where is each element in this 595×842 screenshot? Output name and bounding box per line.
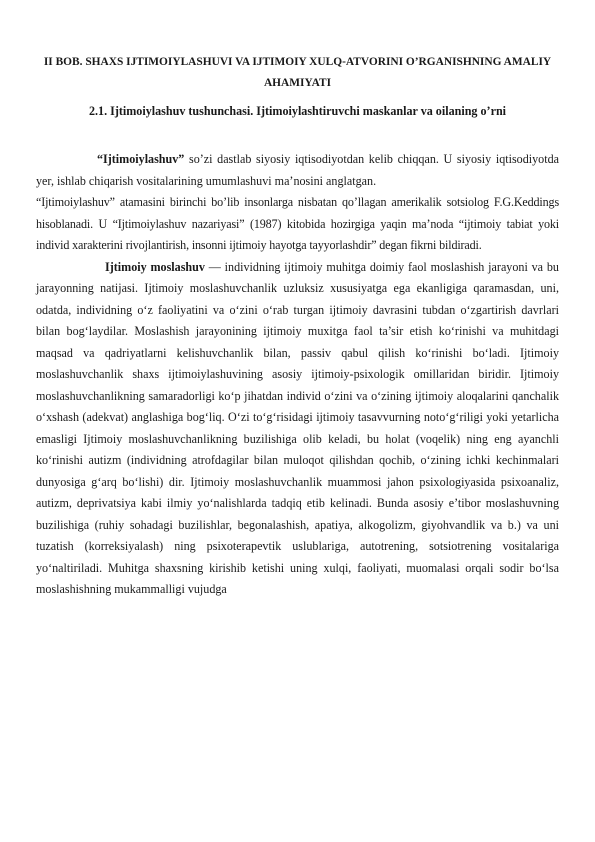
paragraph-3-term: Ijtimoiy moslashuv — [105, 259, 205, 274]
paragraph-keddings — [36, 192, 559, 257]
paragraph-social-adaptation — [36, 257, 559, 601]
paragraph-socialization-origin — [36, 149, 559, 192]
paragraph-1-text: so’zi dastlab siyosiy iqtisodiyotdan kelib chiqqan. U siyosiy iqtisodiyotda yer, ishlab chiqarish vositalarining umumlashuvi ma’nosini anglatgan. — [36, 152, 559, 188]
paragraph-3-text: — individning ijtimoiy muhitga doimiy faol moslashish jarayoni va bu jarayonning natijasi. Ijtimoiy moslashuvchanlik uzluksiz xususiyatga ega ekanligiga qaramasdan, uni, odatda, individning o‘z faoliyatini va o‘zini o‘rab turgan ijtimoiy davrasini tubdan o‘zgartirish davrlari bilan bog‘laydilar. Moslashish jarayonining ijtimoiy muxitga faol ta’sir etish ko‘rinishi va muhitdagi maqsad va qadriyatlarni kelishuvchanlik bilan, passiv qabul qilish ko‘rinishi bo‘ladi. Ijtimoiy moslashuvchanlik shaxs ijtimoiylashuvining asosiy ijtimoiy-psixologik omillaridan biridir. Ijtimoiy moslashuvchanlikning samaradorligi ko‘p jihatdan individ o‘zini va o‘zining ijtimoiy aloqalarini qanchalik o‘xshash (adekvat) anglashiga bog‘liq. O‘zi to‘g‘risidagi ijtimoiy tasavvurning noto‘g‘riligi yoki yetarlicha emasligi Ijtimoiy moslashuvchanlikning buzilishiga olib keladi, bu holat (voqelik) ning eng ayanchli ko‘rinishi autizm (individning atrofdagilar bilan muloqot qilishdan qochib, o‘zining ichki kechinmalari dunyosiga g‘arq bo‘lishi) dir. Ijtimoiy moslashuvchanlik muammosi jahon psixologiyasida psixoanaliz, autizm, deprivatsiya kabi ilmiy yo‘nalishlarda tadqiq etib kelinadi. Bunda asosiy e’tibor moslashuvning buzilishiga (ruhiy sohadagi buzilishlar, begonalashish, apatiya, alkogolizm, giyohvandlik va b.) va uni tuzatish (korreksiyalash) ning psixoterapevtik uslublariga, autotrening, sotsiotrening vositalariga yo‘naltiriladi. Muhitga shaxsning kirishib ketishi uning xulqi, faoliyati, muomalasi orqali sodir bo‘lsa moslashishning mukammalligi vujudga — [36, 259, 559, 596]
paragraph-1-term: “Ijtimoiylashuv” — [97, 152, 185, 166]
chapter-title: II BOB. SHAXS IJTIMOIYLASHUVI VA IJTIMOIY XULQ-ATVORINI O’RGANISHNING AMALIY AHAMIYATI — [43, 56, 552, 89]
section-title: 2.1. Ijtimoiylashuv tushunchasi. Ijtimoiylashtiruvchi maskanlar va oilaning o’rni — [88, 104, 507, 118]
paragraph-2-text: “Ijtimoiylashuv” atamasini birinchi bo’lib insonlarga nisbatan qo’llagan amerikalik sotsiolog F.G.Keddings hisoblanadi. U “Ijtimoiylashuv nazariyasi” (1987) kitobida hozirgiga yaqin ma’noda “ijtimoiy tabiat yoki individ xarakterini rivojlantirish, insonni ijtimoiy hayotga tayyorlashdir” degan fikrni bildiradi. — [36, 195, 559, 252]
